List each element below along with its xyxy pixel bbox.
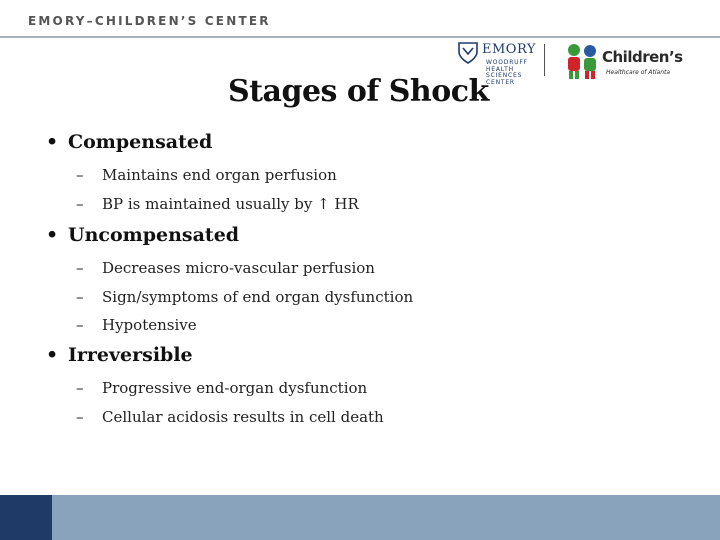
slide-title: Stages of Shock [228, 74, 489, 109]
sub-item-text: Decreases micro-vascular perfusion [102, 259, 375, 277]
sub-item-text: Progressive end-organ dysfunction [102, 379, 368, 397]
woodruff-line: WOODRUFF [486, 59, 528, 66]
sub-item-text: BP is maintained usually by ↑ HR [102, 195, 359, 213]
section-heading [46, 224, 239, 246]
sub-item [76, 316, 197, 334]
dash: – [76, 195, 84, 213]
dash: – [76, 379, 84, 397]
sub-item-text: Maintains end organ perfusion [102, 166, 337, 184]
sub-item [76, 288, 413, 306]
sub-item-text: Hypotensive [102, 316, 197, 334]
woodruff-line: SCIENCES [486, 72, 523, 79]
bullet-dot: • [46, 344, 59, 366]
footer-band [0, 495, 720, 540]
dash: – [76, 316, 84, 334]
dash: – [76, 166, 84, 184]
woodruff-line: CENTER [486, 78, 515, 86]
section-heading-text: Uncompensated [68, 224, 240, 246]
sub-item [76, 408, 384, 426]
section-heading [46, 131, 212, 153]
sub-item [76, 379, 367, 397]
emory-wordmark: EMORY [482, 42, 536, 57]
sub-item-text: Sign/symptoms of end organ dysfunction [102, 288, 414, 306]
sub-item [76, 195, 359, 213]
dash: – [76, 288, 84, 306]
page-number: 18 [14, 478, 37, 499]
bullet-dot: • [46, 131, 59, 153]
dash: – [76, 408, 84, 426]
sub-item-text: Cellular acidosis results in cell death [102, 408, 384, 426]
childrens-tagline: Healthcare of Atlanta [606, 69, 671, 76]
section-heading [46, 344, 193, 366]
woodruff-line: HEALTH [486, 65, 514, 73]
bullet-dot: • [46, 224, 59, 246]
section-heading-text: Compensated [68, 131, 213, 153]
section-heading-text: Irreversible [68, 344, 193, 366]
childrens-wordmark: Children’s [602, 48, 683, 66]
dash: – [76, 259, 84, 277]
page-number-box [0, 495, 52, 540]
sub-item [76, 259, 375, 277]
sub-item [76, 166, 337, 184]
header-brand: EMORY–CHILDREN’S CENTER [28, 14, 271, 28]
